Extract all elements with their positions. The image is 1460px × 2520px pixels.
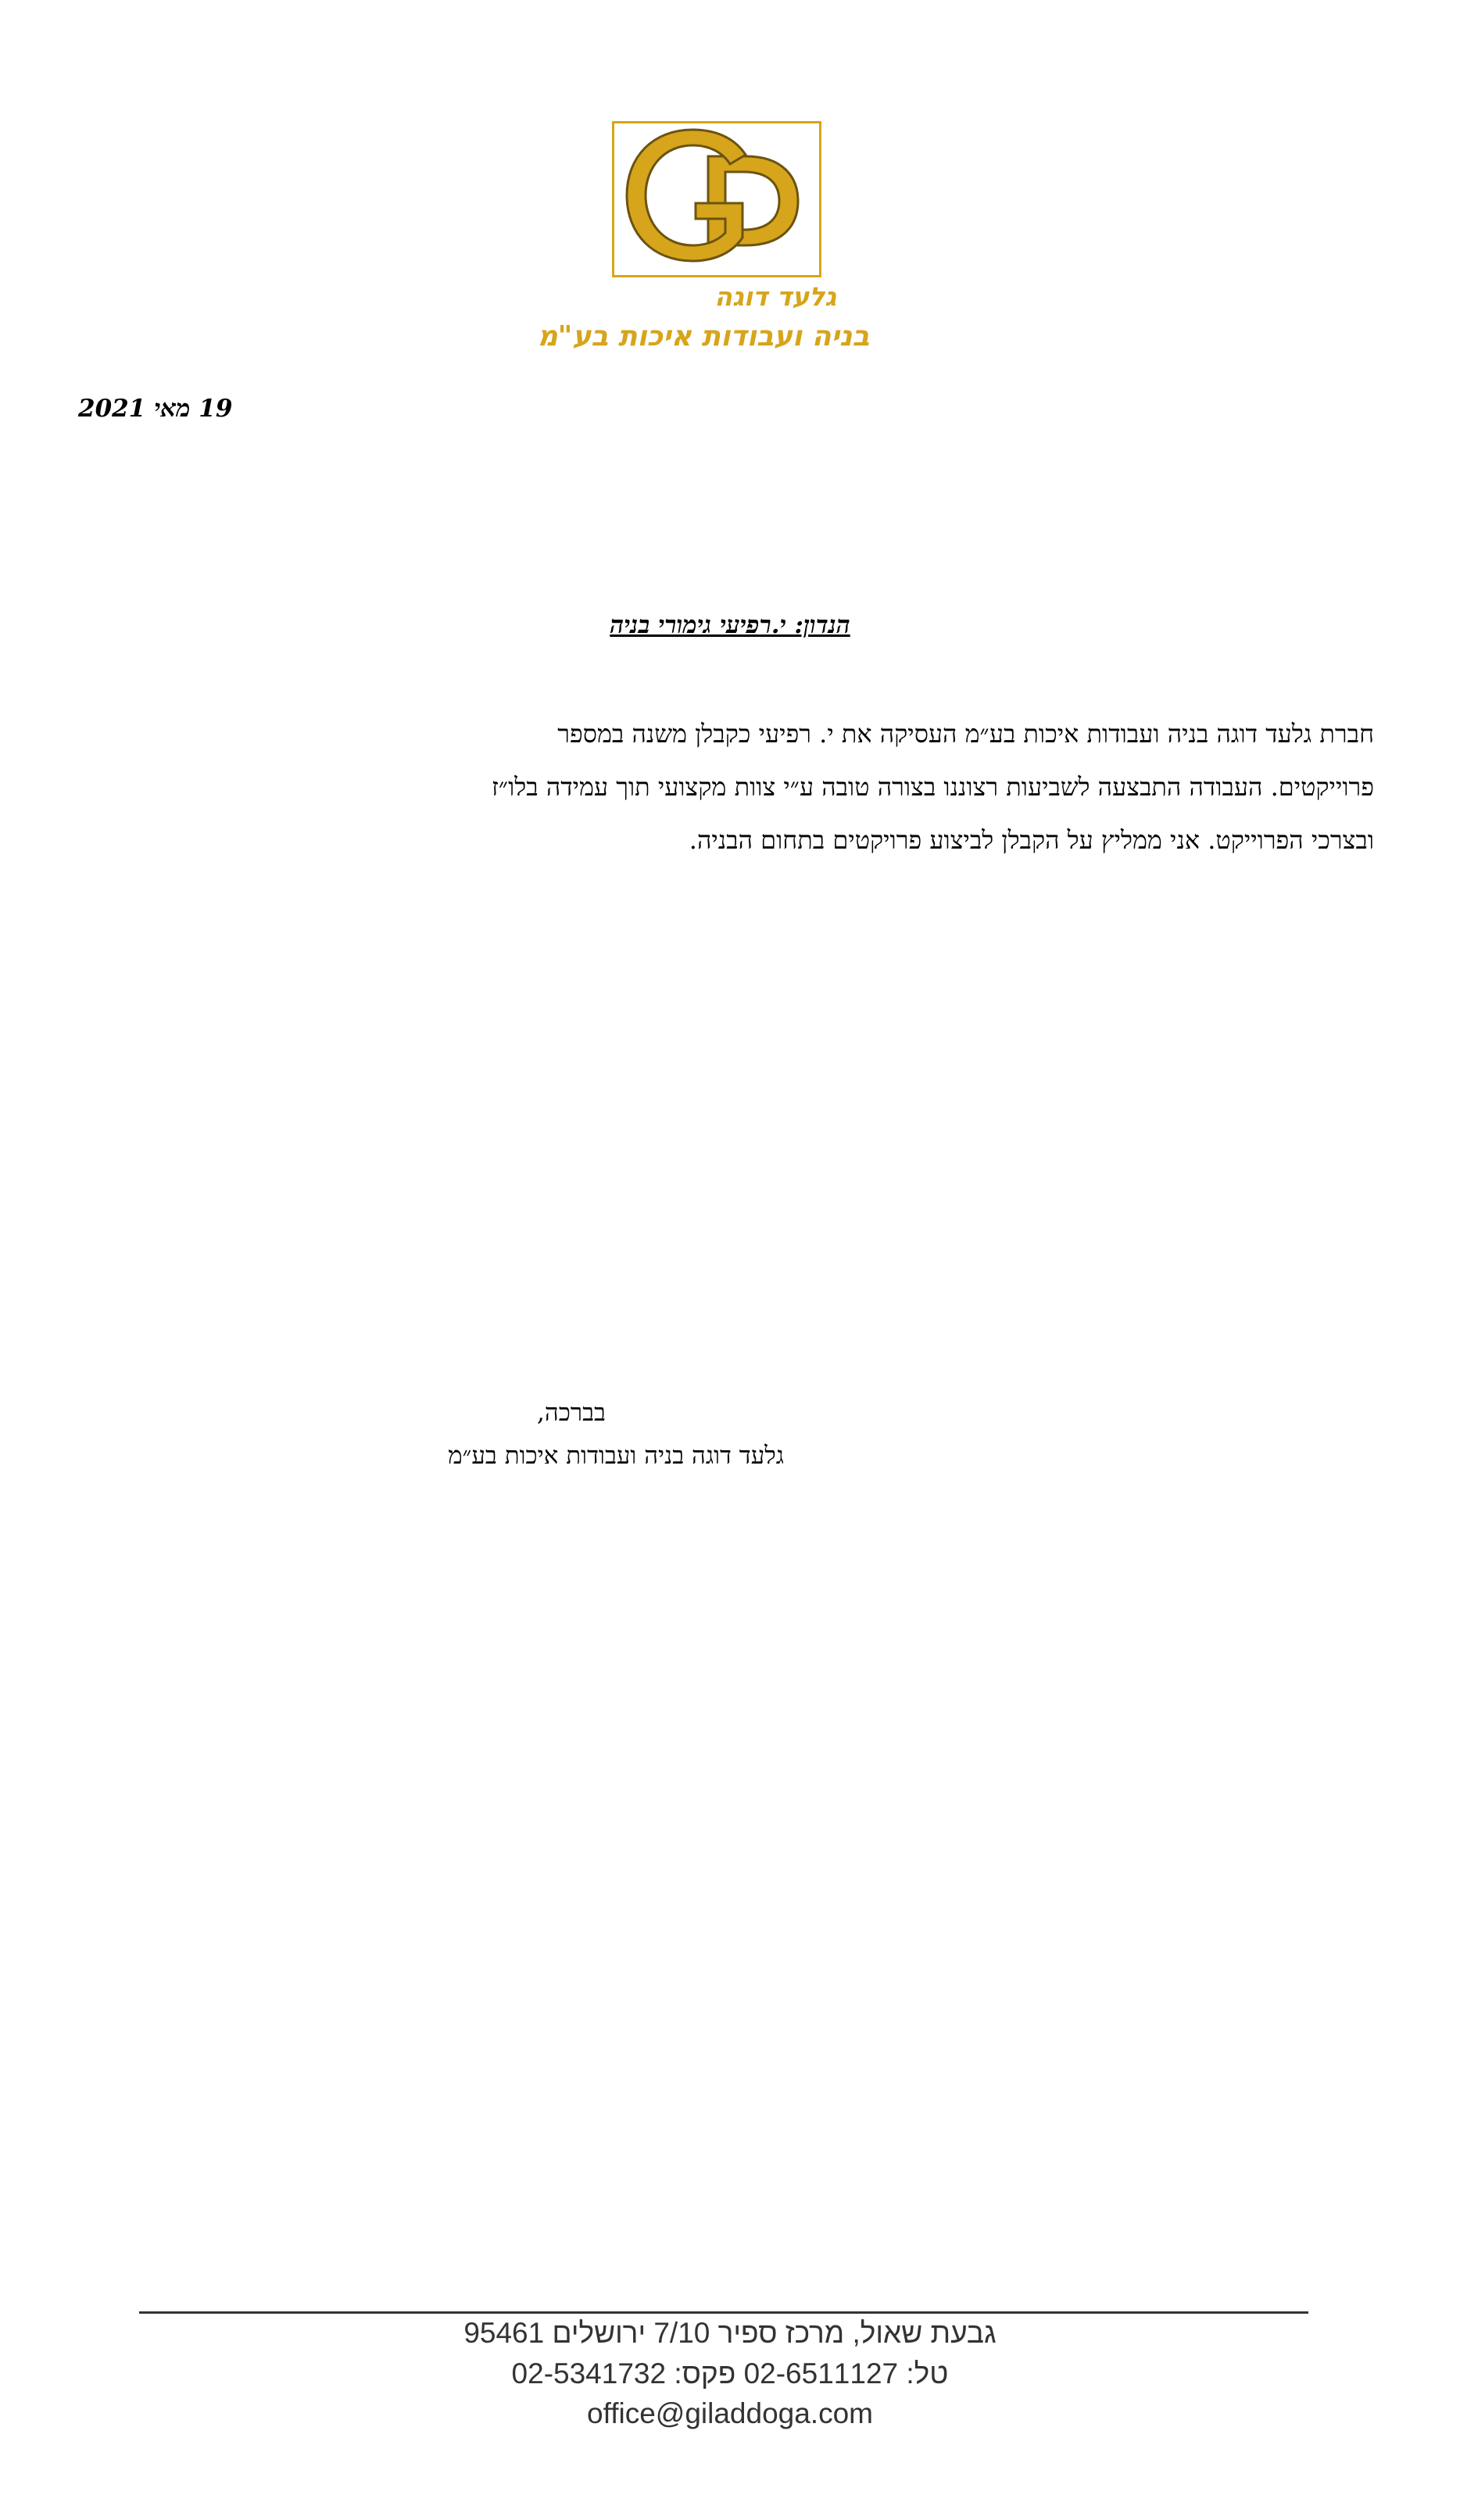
- footer-phone-fax: טל: 02-6511127 פקס: 02-5341732: [511, 2357, 949, 2390]
- subject-text: הנדון: י.רפיעי גימורי בניה: [610, 611, 850, 639]
- gd-monogram-icon: [614, 123, 819, 275]
- footer-address: גבעת שאול, מרכז ספיר 7/10 ירושלים 95461: [463, 2317, 997, 2349]
- logo-company-tagline: בניה ועבודות איכות בע"מ: [537, 320, 870, 352]
- footer-email: office@giladdoga.com: [587, 2397, 873, 2429]
- footer-divider: [139, 2311, 1308, 2314]
- body-line: ובצרכי הפרוייקט. אני ממליץ על הקבלן לביצוע פרויקטים בתחום הבניה.: [689, 825, 1374, 855]
- letter-date: 19 מאי 2021: [78, 395, 233, 423]
- letter-closing: בברכה,: [537, 1399, 606, 1427]
- logo-company-name: גלעד דוגה: [714, 281, 836, 312]
- letter-body: [78, 707, 1374, 867]
- body-line: חברת גלעד דוגה בניה ועבודות איכות בע״מ העסיקה את י. רפיעי כקבלן משנה במספר: [557, 719, 1374, 749]
- body-line: פרוייקטים. העבודה התבצעה לשביעות רצוננו בצורה טובה ע״י צוות מקצועי תוך עמידה בלו״ז: [491, 772, 1374, 802]
- company-logo: [612, 121, 821, 277]
- letter-signature: גלעד דוגה בניה ועבודות איכות בע״מ: [448, 1442, 784, 1470]
- letter-subject: [391, 611, 1069, 639]
